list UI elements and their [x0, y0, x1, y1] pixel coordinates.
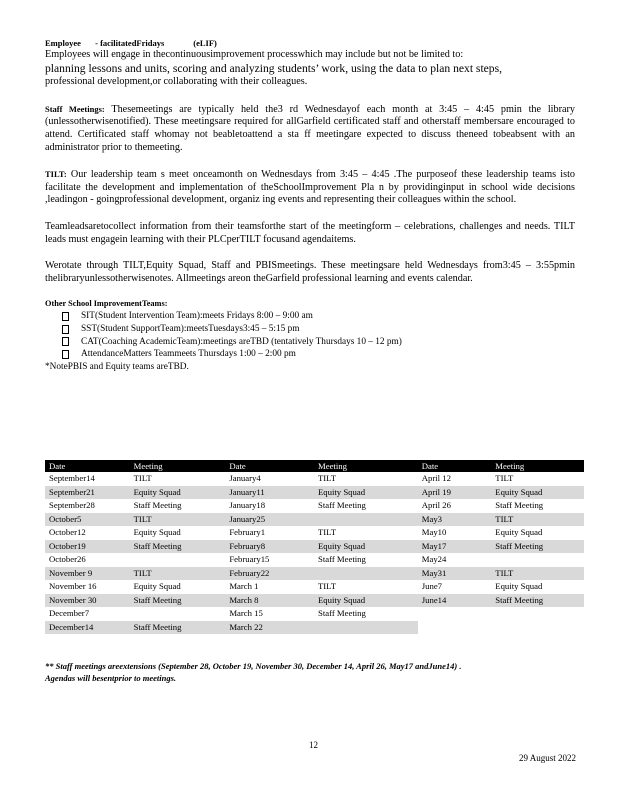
- table-cell: Staff Meeting: [495, 500, 544, 510]
- table-cell: May10: [421, 527, 447, 537]
- table-cell: December7: [49, 608, 90, 618]
- table-cell: [418, 621, 492, 635]
- table-cell: Equity Squad: [495, 581, 543, 591]
- table-cell: [491, 621, 584, 635]
- table-cell: [314, 567, 418, 581]
- table-cell: Equity Squad: [491, 486, 584, 500]
- table-cell: TILT: [130, 513, 226, 527]
- list-item: [62, 336, 575, 349]
- table-cell: May3: [418, 513, 492, 527]
- elif-line-1: Employees will engage in thecontinuousimprovement processwhich may include but not be limited to:: [45, 49, 464, 60]
- table-row: [45, 499, 584, 513]
- table-cell: October26: [49, 554, 86, 564]
- pbis-note: *NotePBIS and Equity teams areTBD.: [45, 361, 189, 372]
- checkbox-icon: [62, 350, 69, 359]
- staff-meetings-label: Staff Meetings:: [45, 103, 105, 114]
- footnote-line-2: Agendas will besentprior to meetings.: [45, 673, 177, 683]
- page-number: 12: [309, 740, 318, 750]
- table-cell: [491, 553, 584, 567]
- footer-date: 29 August 2022: [519, 753, 577, 763]
- table-cell: January25: [225, 513, 314, 527]
- meeting-schedule-table: [45, 460, 584, 634]
- table-cell: October19: [45, 540, 130, 554]
- team-item-text: AttendanceMatters Teammeets Thursdays 1:00 – 2:00 pm: [81, 349, 296, 360]
- heading-part-3: (eLIF): [193, 38, 217, 48]
- table-row: [45, 486, 584, 500]
- table-row: [45, 607, 584, 621]
- other-teams-list: [62, 310, 575, 360]
- table-cell: Staff Meeting: [317, 608, 366, 618]
- team-item-text: SIT(Student Intervention Team):meets Fridays 8:00 – 9:00 am: [81, 311, 313, 322]
- checkbox-icon: [62, 325, 69, 334]
- table-cell: June7: [421, 581, 443, 591]
- table-cell: [314, 513, 418, 527]
- table-cell: February22: [225, 567, 314, 581]
- column-header: Meeting: [130, 460, 226, 472]
- table-cell: Equity Squad: [314, 594, 418, 608]
- table-cell: December14: [45, 621, 130, 635]
- table-cell: January11: [225, 486, 314, 500]
- elif-paragraph: [45, 49, 575, 89]
- table-cell: Equity Squad: [314, 486, 418, 500]
- table-cell: TILT: [317, 473, 336, 483]
- table-cell: May17: [418, 540, 492, 554]
- elif-heading: [45, 38, 575, 48]
- table-cell: TILT: [133, 473, 152, 483]
- column-header: Meeting: [314, 460, 418, 472]
- rotate-paragraph: Werotate through TILT,Equity Squad, Staff and PBISmeetings. These meetingsare held Wednesdays from3:45 – 3:55pmin thelibraryunlessotherwisenotes. Allmeetings areon theGarfield professional learning and events calendar.: [45, 260, 575, 284]
- table-row: [45, 472, 584, 486]
- table-cell: September14: [49, 473, 95, 483]
- team-item-text: SST(Student SupportTeam):meetsTuesdays3:45 – 5:15 pm: [81, 323, 300, 334]
- table-cell: Staff Meeting: [317, 500, 366, 510]
- table-cell: Staff Meeting: [491, 540, 584, 554]
- table-cell: TILT: [491, 513, 584, 527]
- table-cell: October12: [49, 527, 86, 537]
- table-row: [45, 621, 584, 635]
- table-cell: February15: [229, 554, 270, 564]
- table-cell: February1: [229, 527, 266, 537]
- table-row: [45, 513, 584, 527]
- table-cell: April 12: [421, 473, 451, 483]
- column-header: Date: [45, 460, 130, 472]
- table-cell: April 26: [421, 500, 451, 510]
- table-cell: March 15: [229, 608, 263, 618]
- table-cell: TILT: [495, 473, 514, 483]
- table-cell: TILT: [130, 567, 226, 581]
- table-cell: Equity Squad: [133, 527, 181, 537]
- elif-line-2: planning lessons and units, scoring and analyzing students’ work, using the data to plan next steps,: [45, 61, 503, 75]
- table-cell: May24: [421, 554, 447, 564]
- table-cell: [418, 607, 492, 621]
- table-cell: [130, 553, 226, 567]
- checkbox-icon: [62, 312, 69, 321]
- table-row: [45, 540, 584, 554]
- table-row: [45, 594, 584, 608]
- table-row: [45, 580, 584, 594]
- other-teams-title: Other School ImprovementTeams:: [45, 299, 168, 309]
- table-row: [45, 526, 584, 540]
- table-cell: November 9: [45, 567, 130, 581]
- table-cell: November 30: [45, 594, 130, 608]
- table-cell: Equity Squad: [133, 581, 181, 591]
- table-cell: Staff Meeting: [491, 594, 584, 608]
- table-cell: March 1: [229, 581, 259, 591]
- table-cell: TILT: [317, 581, 336, 591]
- table-cell: [491, 607, 584, 621]
- table-cell: Equity Squad: [130, 486, 226, 500]
- table-row: [45, 553, 584, 567]
- table-cell: [130, 607, 226, 621]
- checkbox-icon: [62, 337, 69, 346]
- tilt-text: Our leadership team s meet onceamonth on Wednesdays from 3:45 – 4:45 .The purposeof these leadership teams isto facilitate the development and implementation of theSchoolImprovement Pla n by providinginput in school wide decisions ,leadingon - goingprofessional development, organiz ing events and representing their colleagues within the school.: [45, 169, 575, 206]
- table-cell: Equity Squad: [495, 527, 543, 537]
- table-cell: TILT: [491, 567, 584, 581]
- table-cell: January18: [229, 500, 266, 510]
- table-cell: Staff Meeting: [130, 594, 226, 608]
- table-cell: March 22: [225, 621, 314, 635]
- staff-meetings-text: Thesemeetings are typically held the3 rd Wednesdayof each month at 3:45 – 4:45 pmin the library (unlessotherwisenotified). These meetingsare required for allGarfield certificated staff and otherstaff membersare encouraged to attend. Certificated staff whomay not beabletoattend a sta ff meetingare expected to discuss theneed tobeabsent with an administrator prior to themeeting.: [45, 103, 575, 153]
- staff-meetings-paragraph: [45, 103, 575, 154]
- table-header-row: [45, 460, 584, 472]
- table-cell: May31: [418, 567, 492, 581]
- table-row: [45, 567, 584, 581]
- table-cell: November 16: [49, 581, 97, 591]
- staff-meeting-footnote: [45, 660, 565, 684]
- tilt-paragraph: [45, 168, 575, 207]
- table-cell: Staff Meeting: [130, 621, 226, 635]
- table-cell: Staff Meeting: [133, 500, 182, 510]
- table-cell: April 19: [418, 486, 492, 500]
- table-cell: June14: [418, 594, 492, 608]
- table-cell: September21: [45, 486, 130, 500]
- elif-line-3: professional development,or collaborating with their colleagues.: [45, 76, 308, 88]
- list-item: [62, 348, 575, 361]
- column-header: Meeting: [491, 460, 584, 472]
- table-cell: March 8: [225, 594, 314, 608]
- heading-part-1: Employee: [45, 38, 81, 48]
- team-leads-paragraph: Teamleadsaretocollect information from their teamsforthe start of the meetingform – celebrations, challenges and needs. TILT leads must engagein learning with their PLCperTILT focusand agendaitems.: [45, 220, 575, 245]
- footnote-line-1: ** Staff meetings areextensions (September 28, October 19, November 30, December 14, April 26, May17 andJune14) .: [45, 661, 462, 671]
- table-cell: Staff Meeting: [130, 540, 226, 554]
- heading-part-2: - facilitatedFridays: [95, 38, 165, 48]
- list-item: [62, 323, 575, 336]
- list-item: [62, 310, 575, 323]
- table-cell: January4: [229, 473, 261, 483]
- table-cell: Equity Squad: [314, 540, 418, 554]
- table-cell: October5: [45, 513, 130, 527]
- tilt-label: TILT:: [45, 169, 67, 180]
- table-cell: Staff Meeting: [317, 554, 366, 564]
- table-cell: February8: [225, 540, 314, 554]
- column-header: Date: [418, 460, 492, 472]
- page-body: [45, 38, 575, 373]
- table-cell: TILT: [317, 527, 336, 537]
- table-cell: September28: [49, 500, 95, 510]
- column-header: Date: [225, 460, 314, 472]
- team-item-text: CAT(Coaching AcademicTeam):meetings areTBD (tentatively Thursdays 10 – 12 pm): [81, 336, 402, 347]
- table-cell: [314, 621, 418, 635]
